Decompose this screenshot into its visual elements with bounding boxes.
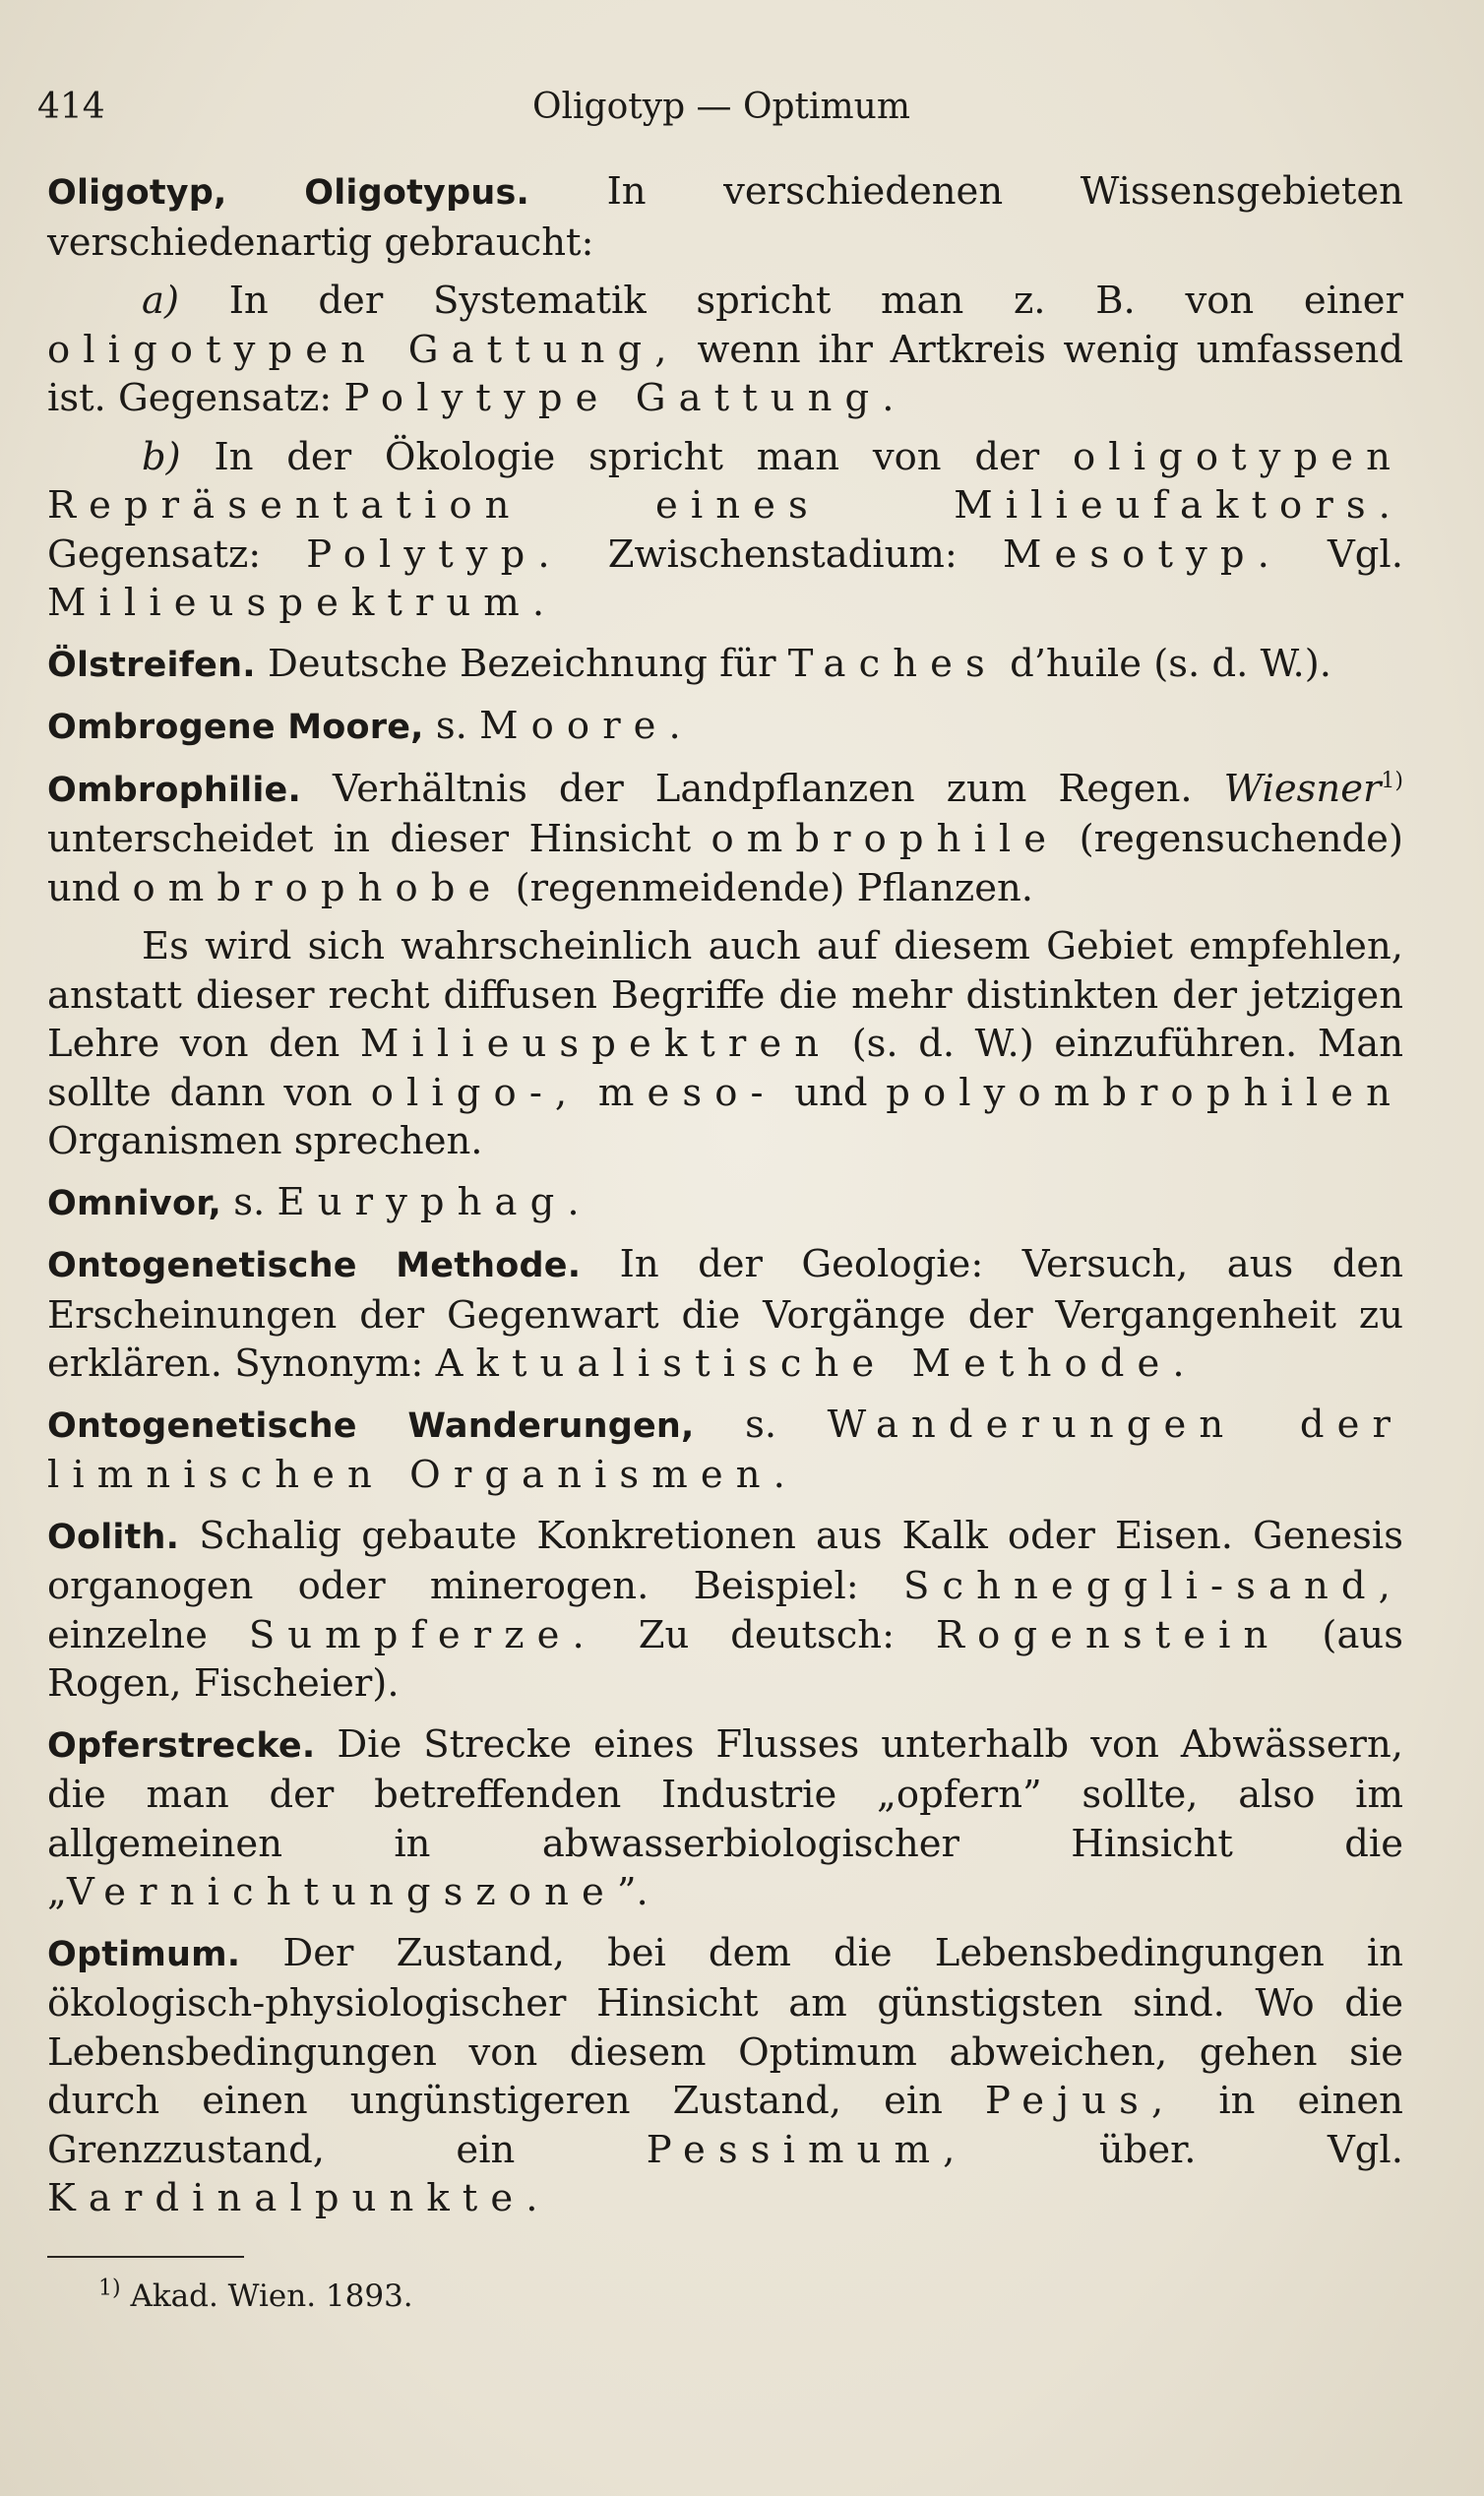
spaced-term: Euryphag. [277, 1179, 592, 1224]
entry-ontogenetische-methode [47, 1240, 1403, 1389]
spaced-term: Polytyp. [306, 531, 563, 577]
spaced-term: Wanderungen der limnischen Organismen. [47, 1402, 1403, 1497]
entry-oligotyp [47, 167, 1403, 628]
entry-text: Vgl. [1327, 531, 1403, 577]
headword: Oligotyp, Oligotypus. [47, 173, 529, 213]
spaced-term: Pejus, [985, 2079, 1177, 2123]
spaced-term: ombrophobe [132, 865, 504, 910]
headword: Omnivor, [47, 1183, 222, 1223]
page-number: 414 [37, 87, 105, 127]
headword: Ontogenetische Methode. [47, 1246, 582, 1285]
entry-text: wenn ihr Artkreis wenig umfassend ist. Gegensatz: [47, 327, 1403, 420]
item-label: a) [142, 279, 179, 323]
entry-text: (regensuchende) und [47, 817, 1403, 910]
entry-text: s. [745, 1402, 777, 1447]
entry-text: Deutsche Bezeichnung für [267, 641, 776, 686]
entry-omnivor [47, 1178, 1403, 1229]
spaced-term: oligotypen Gattung, [47, 327, 680, 372]
headword: Ombrophilie. [47, 770, 301, 810]
footnote-rule [47, 2256, 244, 2258]
entry-text: ”. [616, 1870, 649, 1914]
footnote-marker: 1) [98, 2276, 121, 2301]
entry-text: Zu deutsch: [638, 1612, 896, 1657]
entry-text: Zwischenstadium: [607, 531, 958, 577]
entry-optimum [47, 1929, 1403, 2223]
spaced-term: Mesotyp. [1002, 531, 1282, 577]
item-label: b) [142, 434, 181, 479]
entry-text: (s. d. W.) einzuführen. Man sollte dann von [47, 1022, 1403, 1115]
running-title: Oligotyp — Optimum [532, 87, 910, 127]
spaced-term: Rogenstein [936, 1612, 1281, 1657]
spaced-term: Schneggli-sand, [903, 1564, 1403, 1608]
entry-text: Es wird sich wahrscheinlich auch auf diesem Gebiet empfehlen, anstatt dieser recht diffusen Begriffe die mehr distinkten der jetzigen Lehre von den [47, 924, 1403, 1066]
headword: Ontogenetische Wanderungen, [47, 1405, 695, 1446]
entry-oelstreifen [47, 640, 1403, 691]
headword: Ombrogene Moore, [47, 708, 424, 747]
spaced-term: oligotypen Repräsentation eines Milieufaktors. [47, 434, 1403, 528]
author-name: Wiesner [1223, 766, 1382, 811]
headword: Oolith. [47, 1517, 180, 1557]
entry-text: in einen Grenzzustand, ein [47, 2079, 1403, 2172]
entry-text: (regenmeidende) Pflanzen. [515, 865, 1034, 910]
spaced-term: Moore. [479, 704, 694, 748]
headword: Optimum. [47, 1934, 241, 1974]
entry-text: einzelne [47, 1612, 208, 1657]
spaced-term: Aktualistische Methode. [435, 1342, 1198, 1386]
entry-text: d’huile (s. d. W.). [1010, 641, 1331, 686]
spaced-term: Kardinalpunkte. [47, 2176, 551, 2220]
entry-text: unterscheidet in dieser Hinsicht [47, 817, 692, 861]
spaced-term: meso- [597, 1070, 776, 1115]
footnote-reference[interactable]: 1) [1381, 768, 1403, 793]
spaced-term: polyombrophilen [886, 1070, 1404, 1115]
spaced-term: Milieuspektren [359, 1022, 833, 1066]
entry-text: Organismen sprechen. [47, 1119, 483, 1163]
spaced-term: Milieuspektrum. [47, 581, 558, 625]
entry-opferstrecke [47, 1720, 1403, 1917]
spaced-term: Polytype Gattung. [343, 376, 907, 420]
footnote [98, 2277, 413, 2316]
headword: Opferstrecke. [47, 1725, 316, 1766]
entry-ombrophilie [47, 765, 1403, 1166]
entry-text: In der Geologie: Versuch, aus den Erscheinungen der Gegenwart die Vorgänge der Vergangenheit zu erklären. Synonym: [47, 1242, 1403, 1386]
entry-text: s. [233, 1179, 266, 1224]
spaced-term: Taches [787, 641, 998, 686]
entry-oolith [47, 1512, 1403, 1709]
entry-ombrogene-moore [47, 702, 1403, 753]
footnote-text: Akad. Wien. 1893. [130, 2278, 413, 2314]
entry-text: In der Ökologie spricht man von der [214, 434, 1040, 479]
entry-text: Die Strecke eines Flusses unterhalb von Abwässern, die man der betreffenden Industrie „opfern” sollte, also im allgemeinen in abwasserbiologischer Hinsicht die „ [47, 1721, 1403, 1914]
entry-text: Der Zustand, bei dem die Lebensbedingungen in ökologisch-physiologischer Hinsicht am günstigsten sind. Wo die Lebensbedingungen von diesem Optimum abweichen, gehen sie durch einen ungünstigeren Zustand, ein [47, 1930, 1403, 2123]
headword: Ölstreifen. [47, 645, 256, 685]
spaced-term: ombrophile [711, 817, 1060, 861]
entry-text: Gegensatz: [47, 531, 262, 577]
entry-text: In verschiedenen Wissensgebieten verschiedenartig gebraucht: [47, 169, 1403, 265]
entry-text: s. [435, 704, 467, 748]
entry-text: Schalig gebaute Konkretionen aus Kalk oder Eisen. Genesis organogen oder minerogen. Beispiel: [47, 1513, 1403, 1608]
running-head [37, 87, 1405, 146]
spaced-term: Pessimum, [646, 2127, 968, 2172]
entry-text: über. Vgl. [1098, 2127, 1403, 2172]
entry-ontogenetische-wanderungen [47, 1401, 1403, 1500]
spaced-term: Vernichtungszone [66, 1870, 617, 1914]
dictionary-entries [47, 167, 1403, 2235]
spaced-term: Sumpferze. [248, 1612, 597, 1657]
entry-text: In der Systematik spricht man z. B. von einer [228, 279, 1403, 323]
entry-text: und [794, 1070, 868, 1115]
spaced-term: oligo-, [370, 1070, 581, 1115]
entry-text: Verhältnis der Landpflanzen zum Regen. [333, 766, 1193, 811]
entry-text: (aus Rogen, Fischeier). [47, 1612, 1403, 1706]
